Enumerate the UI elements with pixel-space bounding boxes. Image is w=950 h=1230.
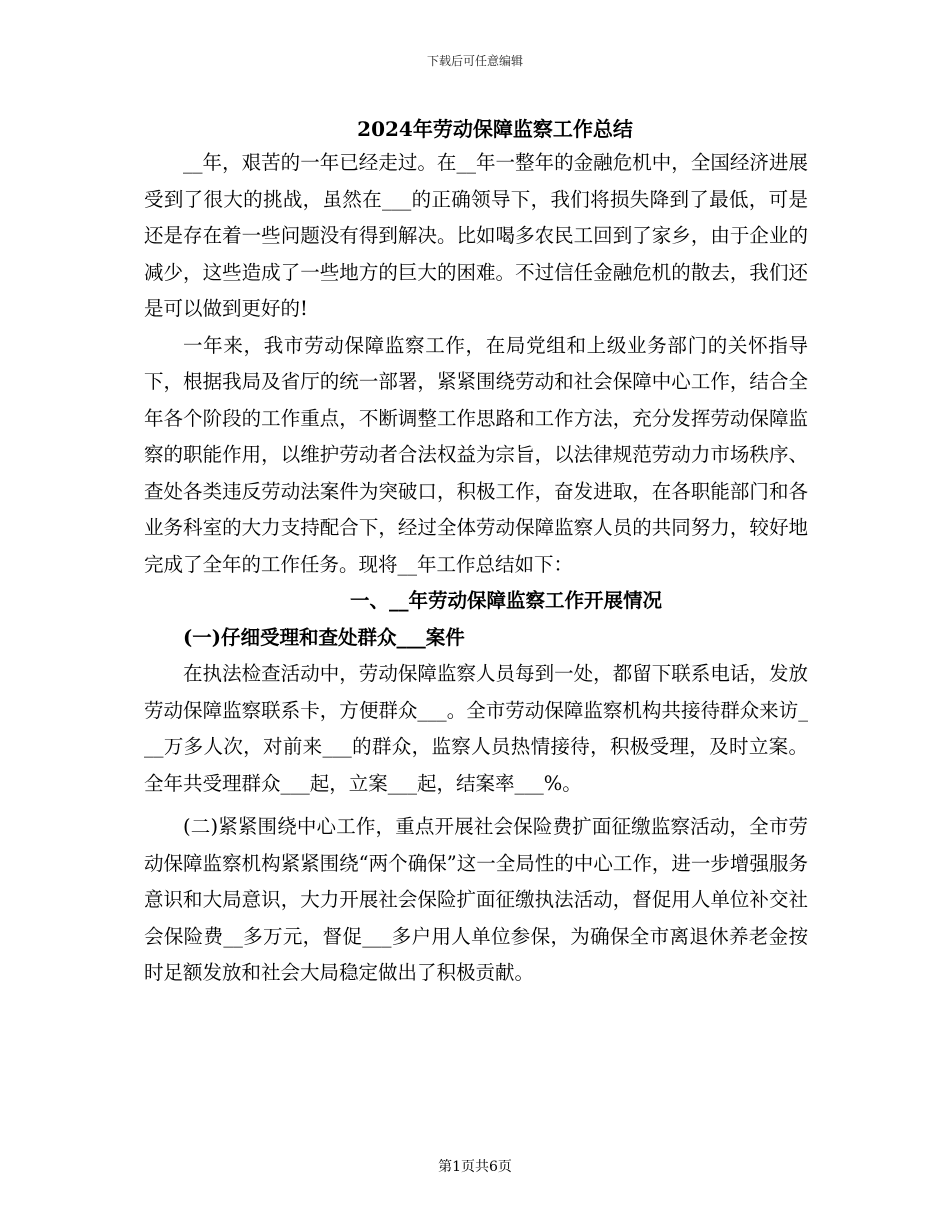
section-heading: 一、__年劳动保障监察工作开展情况 [349, 589, 662, 612]
subsection-two-paragraph: (二)紧紧围绕中心工作，重点开展社会保险费扩面征缴监察活动，全市劳动保障监察机构紧紧围绕“两个确保”这一全局性的中心工作，进一步增强服务意识和大局意识，大力开展社会保险扩面征缴执法活动，督促用人单位补交社会保险费__多万元，督促___多户用人单位参保，为确保全市离退休养老金按时足额发放和社会大局稳定做出了积极贡献。 [144, 815, 808, 984]
intro-paragraph: __年，艰苦的一年已经走过。在__年一整年的金融危机中，全国经济进展受到了很大的挑战，虽然在___的正确领导下，我们将损失降到了最低，可是还是存在着一些问题没有得到解决。比如喝多农民工回到了家乡，由于企业的减少，这些造成了一些地方的巨大的困难。不过信任金融危机的散去，我们还是可以做到更好的! [144, 151, 808, 320]
page-number: 第1页共6页 [438, 1159, 512, 1175]
document-title: 2024年劳动保障监察工作总结 [357, 117, 633, 141]
subsection-paragraph: 在执法检查活动中，劳动保障监察人员每到一处，都留下联系电话，发放劳动保障监察联系卡，方便群众___。全市劳动保障监察机构共接待群众来访___万多人次，对前来___的群众，监察人员热情接待，积极受理，及时立案。全年共受理群众___起，立案___起，结案率___%。 [144, 662, 808, 795]
document-body [144, 145, 808, 992]
subsection-heading: (一)仔细受理和查处群众___案件 [183, 625, 465, 649]
page-header-note: 下载后可任意编辑 [426, 54, 523, 68]
summary-paragraph: 一年来，我市劳动保障监察工作，在局党组和上级业务部门的关怀指导下，根据我局及省厅的统一部署，紧紧围绕劳动和社会保障中心工作，结合全年各个阶段的工作重点，不断调整工作思路和工作方法，充分发挥劳动保障监察的职能作用，以维护劳动者合法权益为宗旨，以法律规范劳动力市场秩序、查处各类违反劳动法案件为突破口，积极工作，奋发进取，在各职能部门和各业务科室的大力支持配合下，经过全体劳动保障监察人员的共同努力，较好地完成了全年的工作任务。现将__年工作总结如下： [144, 333, 808, 576]
